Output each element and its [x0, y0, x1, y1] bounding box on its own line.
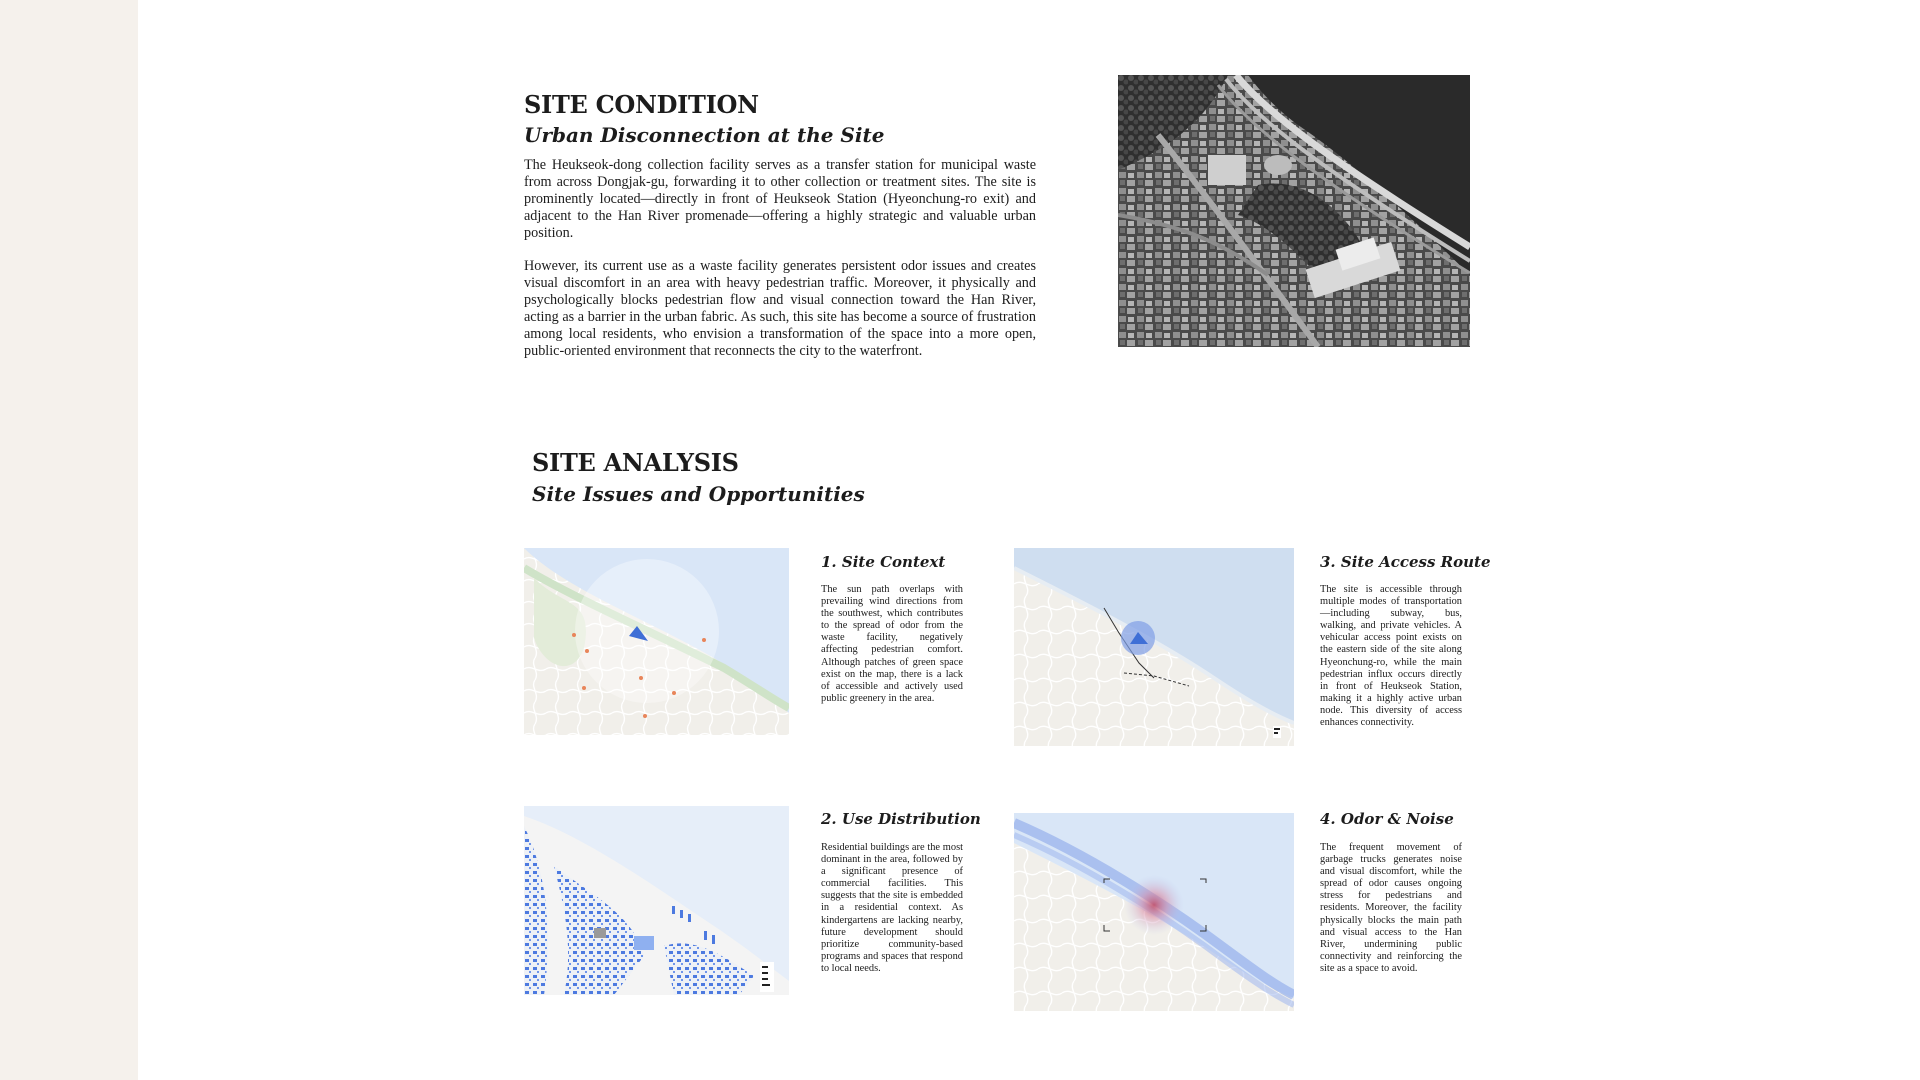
odor-noise-title: 4. Odor & Noise — [1320, 810, 1454, 828]
site-analysis-subtitle: Site Issues and Opportunities — [532, 482, 865, 506]
side-strip — [0, 0, 138, 1080]
site-condition-paragraph-1: The Heukseok-dong collection facility serves as a transfer station for municipal waste from across Dongjak-gu, forwarding it to other collection or treatment sites. The site is prominently located—directly in front of Heukseok Station (Hyeonchung-ro exit) and adjacent to the Han River promenade—offering a highly strategic and valuable urban position. — [524, 157, 1036, 241]
use-distribution-text: Residential buildings are the most dominant in the area, followed by a significant presence of commercial facilities. This suggests that the site is embedded in a residential context. As kindergartens are lacking nearby, future development should prioritize community-based programs and spaces that respond to local needs. — [821, 842, 963, 974]
site-condition-title: SITE CONDITION — [524, 90, 759, 119]
odor-noise-text: The frequent movement of garbage trucks generates noise and visual discomfort, while the spread of odor causes ongoing stress for pedestrians and residents. Moreover, the facility physically blocks the main path and visual access to the Han River, undermining public connectivity and reinforcing the site as a space to avoid. — [1320, 842, 1462, 974]
site-access-route-title: 3. Site Access Route — [1320, 553, 1491, 571]
site-condition-paragraph-2: However, its current use as a waste facility generates persistent odor issues and creates visual discomfort in an area with heavy pedestrian traffic. Moreover, it physically and psychologically blocks pedestrian flow and visual connection toward the Han River, acting as a barrier in the urban fabric. As such, this site has become a source of frustration among local residents, who envision a transformation of the space into a more open, public-oriented environment that reconnects the city to the waterfront. — [524, 258, 1036, 359]
site-access-route-map — [1014, 548, 1294, 746]
site-context-map — [524, 548, 789, 735]
site-context-text: The sun path overlaps with prevailing wind directions from the southwest, which contributes to the spread of odor from the waste facility, negatively affecting pedestrian comfort. Although patches of green space exist on the map, there is a lack of accessible and actively used public greenery in the area. — [821, 584, 963, 704]
site-context-title: 1. Site Context — [821, 553, 946, 571]
odor-noise-map — [1014, 813, 1294, 1011]
use-distribution-map — [524, 806, 789, 995]
site-analysis-title: SITE ANALYSIS — [532, 448, 739, 477]
site-condition-subtitle: Urban Disconnection at the Site — [524, 123, 885, 147]
site-access-route-text: The site is accessible through multiple modes of transportation—including subway, bus, walking, and private vehicles. A vehicular access point exists on the eastern side of the site along Hyeonchung-ro, while the main pedestrian influx occurs directly in front of Heukseok Station, making it a highly active urban node. This diversity of access enhances connectivity. — [1320, 584, 1462, 729]
site-condition-body — [524, 157, 1036, 376]
use-distribution-title: 2. Use Distribution — [821, 810, 981, 828]
aerial-photo — [1118, 75, 1470, 347]
